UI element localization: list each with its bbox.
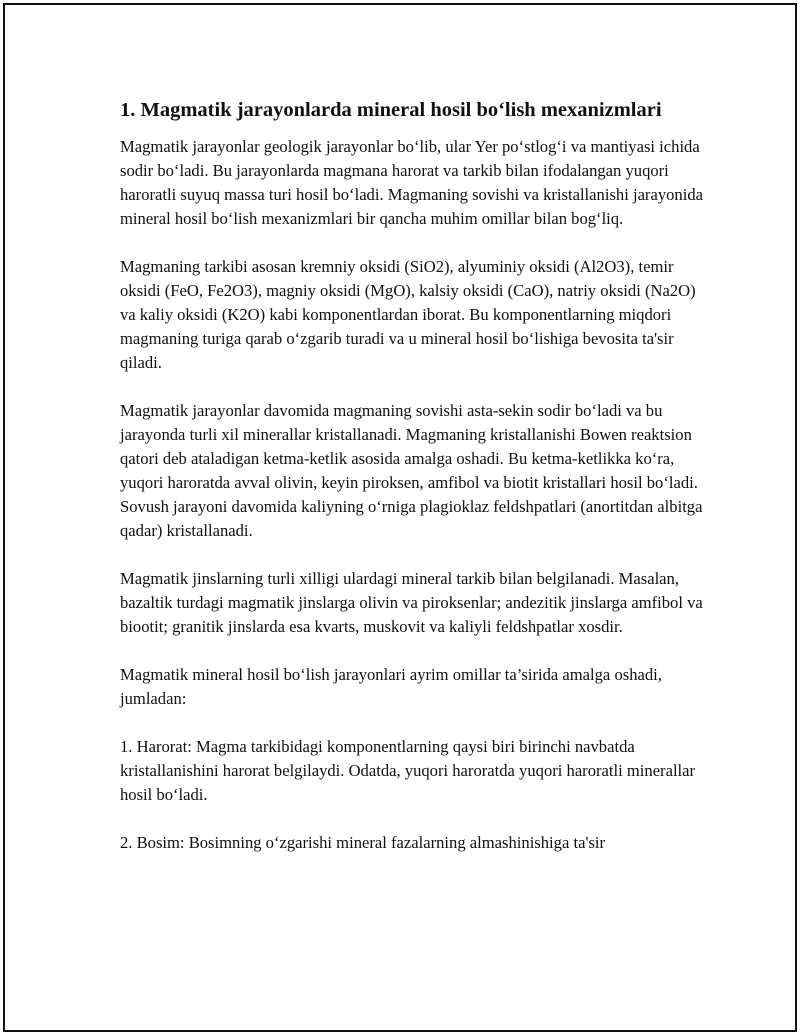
- document-page: [3, 3, 797, 1032]
- paragraph-factor-pressure: 2. Bosim: Bosimning o‘zgarishi mineral fazalarning almashinishiga ta'sir: [120, 833, 606, 852]
- document-content: [120, 95, 710, 879]
- section-heading: 1. Magmatik jarayonlarda mineral hosil bo‘lish mexanizmlari: [120, 99, 662, 121]
- paragraph-composition: Magmaning tarkibi asosan kremniy oksidi (SiO2), alyuminiy oksidi (Al2O3), temir oksidi (FeO, Fe2O3), magniy oksidi (MgO), kalsiy oksidi (CaO), natriy oksidi (Na2O) va kaliy oksidi (K2O) kabi komponentlardan iborat. Bu komponentlarning miqdori magmaning turiga qarab o‘zgarib turadi va u mineral hosil bo‘lishiga bevosita ta'sir qiladi.: [120, 257, 696, 372]
- paragraph-factors-intro: Magmatik mineral hosil bo‘lish jarayonlari ayrim omillar ta’sirida amalga oshadi, jumladan:: [120, 665, 662, 708]
- paragraph-crystallization: Magmatik jarayonlar davomida magmaning sovishi asta-sekin sodir bo‘ladi va bu jarayonda turli xil minerallar kristallanadi. Magmaning kristallanishi Bowen reaktsion qatori deb ataladigan ketma-ketlik asosida amalga oshadi. Bu ketma-ketlikka ko‘ra, yuqori haroratda avval olivin, keyin piroksen, amfibol va biotit kristallari hosil bo‘ladi. Sovush jarayoni davomida kaliyning o‘rniga plagioklaz feldshpatlari (anortitdan albitga qadar) kristallanadi.: [120, 401, 703, 540]
- paragraph-rock-types: Magmatik jinslarning turli xilligi ulardagi mineral tarkib bilan belgilanadi. Masalan, bazaltik turdagi magmatik jinslarga olivin va piroksenlar; andezitik jinslarga amfibol va biootit; granitik jinslarda esa kvarts, muskovit va kaliyli feldshpatlar xosdir.: [120, 569, 703, 636]
- paragraph-factor-temperature: 1. Harorat: Magma tarkibidagi komponentlarning qaysi biri birinchi navbatda kristallanishini harorat belgilaydi. Odatda, yuqori haroratda yuqori haroratli minerallar hosil bo‘ladi.: [120, 737, 696, 804]
- paragraph-intro: Magmatik jarayonlar geologik jarayonlar bo‘lib, ular Yer po‘stlog‘i va mantiyasi ichida sodir bo‘ladi. Bu jarayonlarda magmana harorat va tarkib bilan ifodalangan yuqori haroratli suyuq massa turi hosil bo‘ladi. Magmaning sovishi va kristallanishi jarayonida mineral hosil bo‘lish mexanizmlari bir qancha muhim omillar bilan bog‘liq.: [120, 137, 703, 228]
